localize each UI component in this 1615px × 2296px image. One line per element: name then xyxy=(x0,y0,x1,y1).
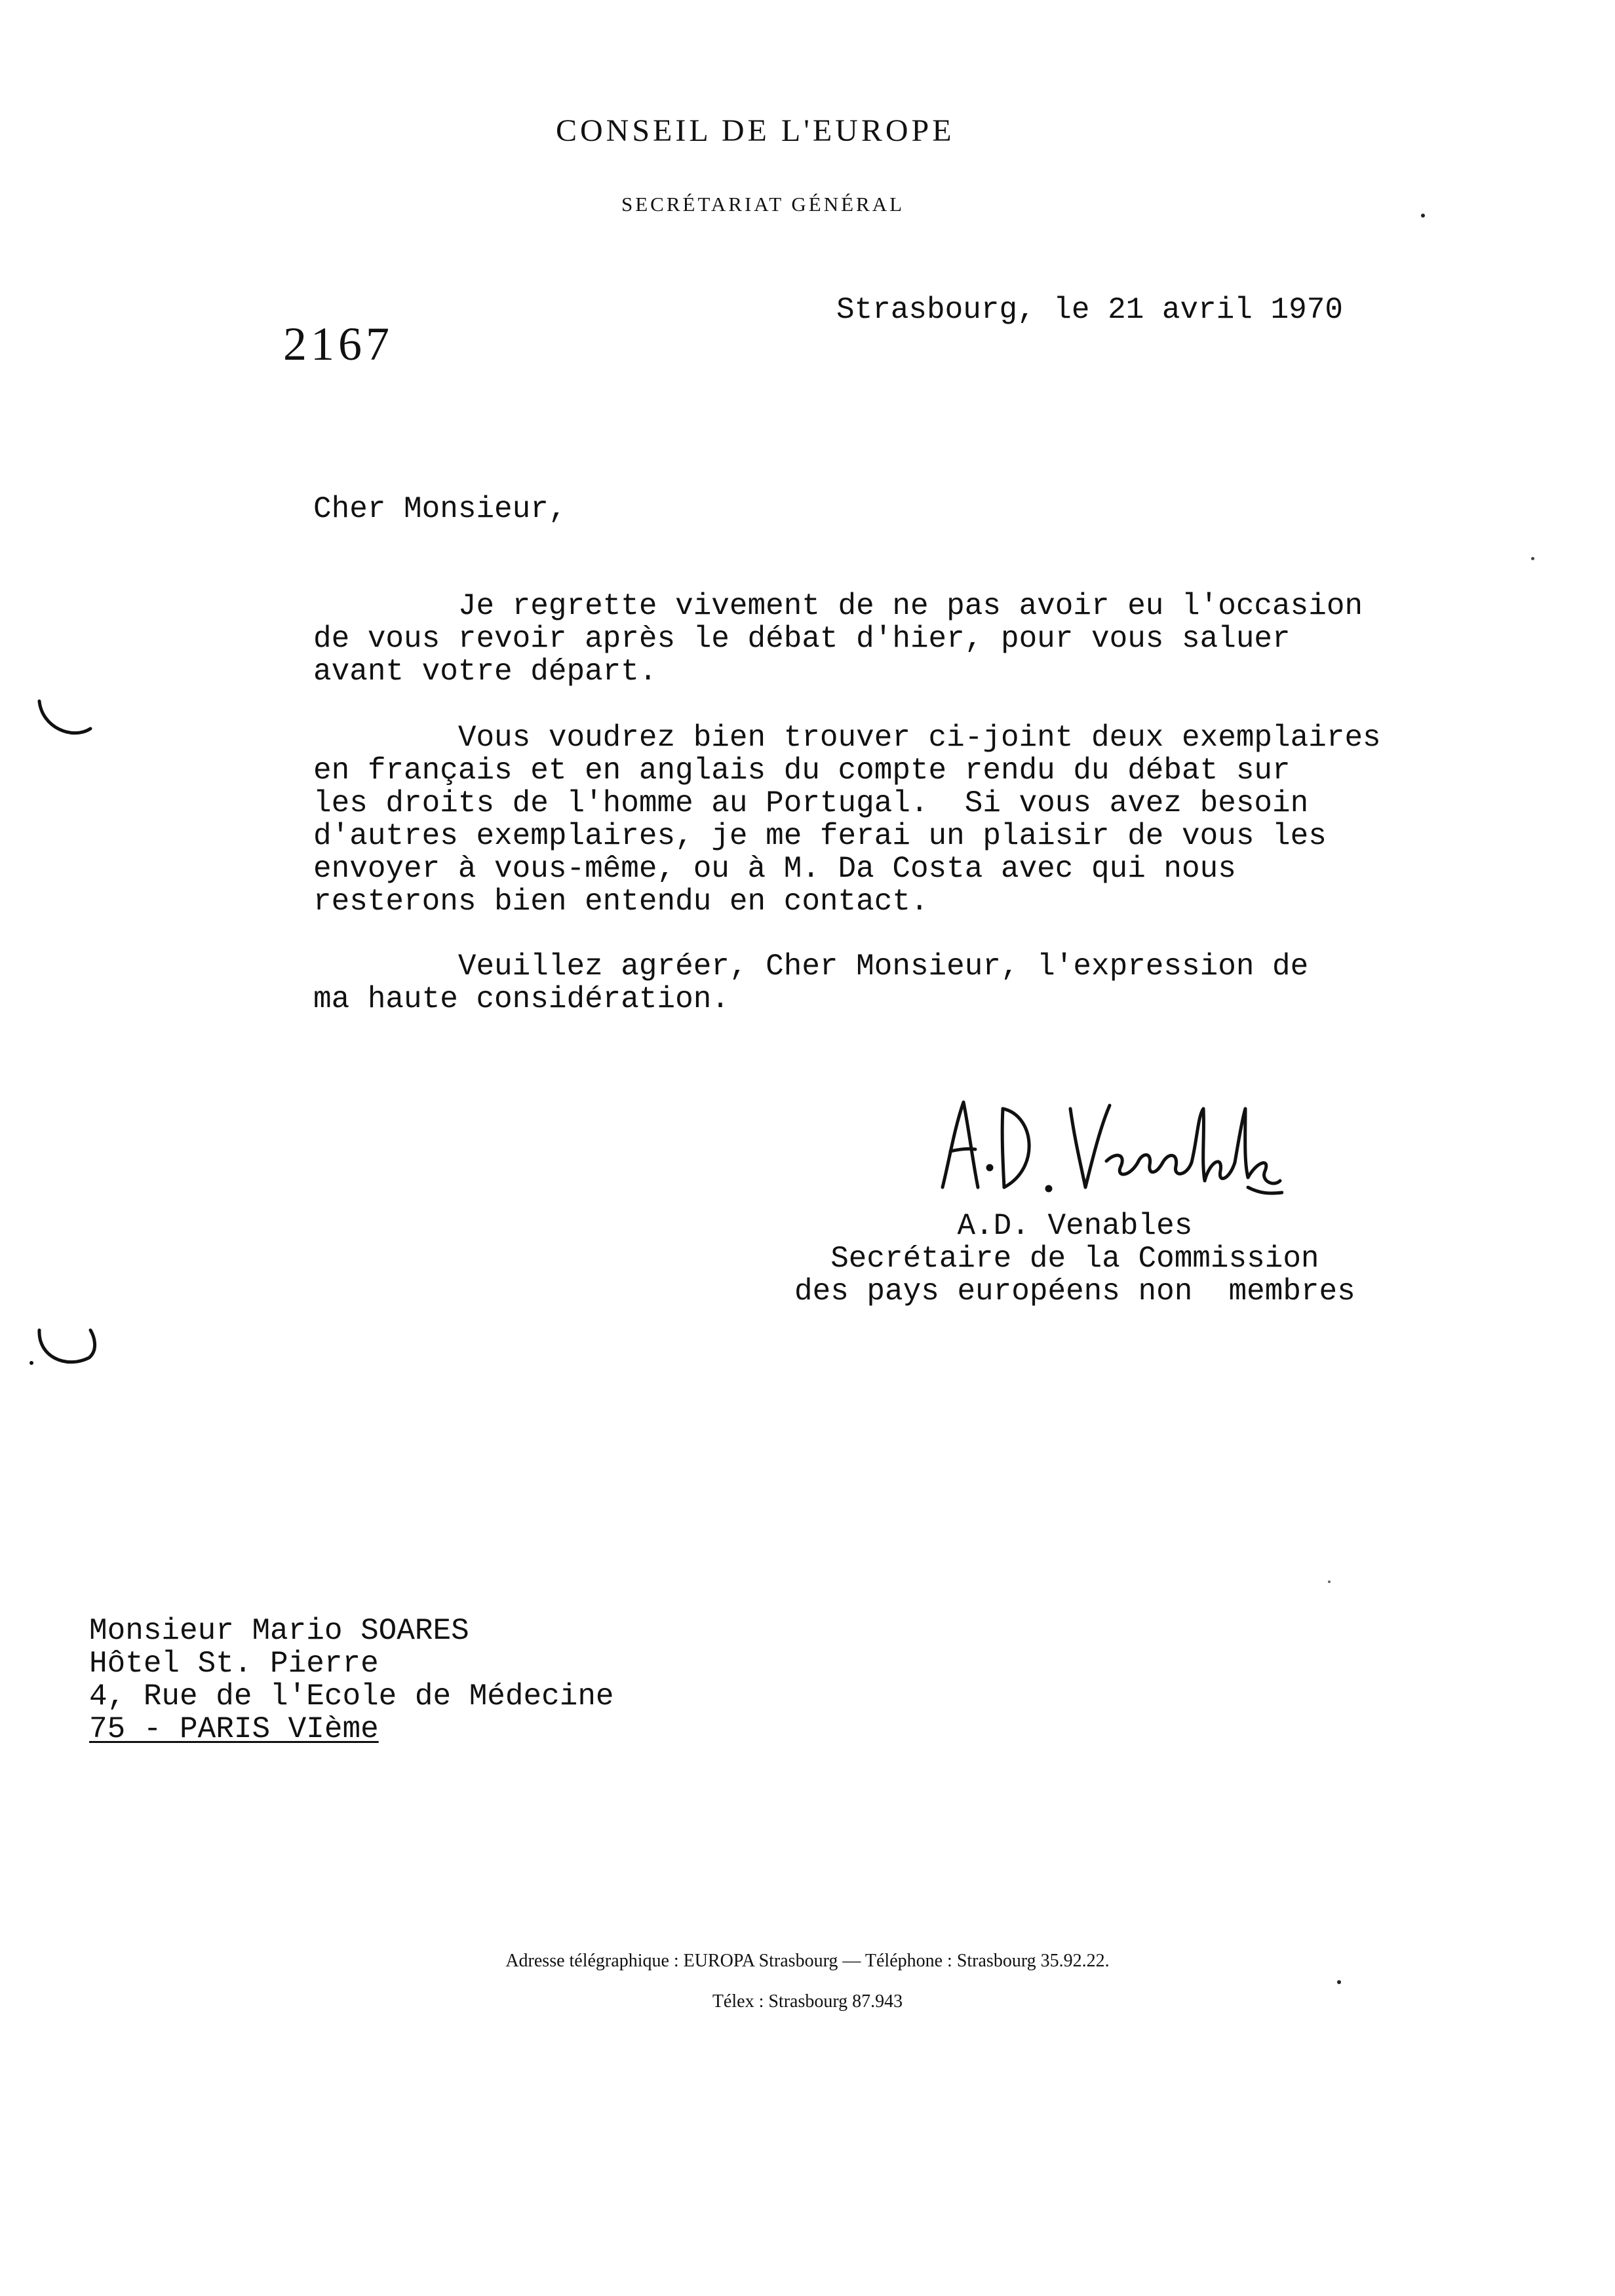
scan-speck xyxy=(1531,557,1534,560)
punch-hole-mark xyxy=(26,1317,98,1383)
paragraph-line: resterons bien entendu en contact. xyxy=(313,885,929,919)
body-paragraph-2 xyxy=(313,721,1381,918)
letterhead-footer xyxy=(0,1941,1615,2022)
scan-speck xyxy=(1328,1580,1331,1583)
address-line: Monsieur Mario SOARES xyxy=(89,1614,469,1648)
body-paragraph-3 xyxy=(313,950,1308,1016)
signatory-title: des pays européens non membres xyxy=(794,1274,1355,1309)
paragraph-line: d'autres exemplaires, je me ferai un plaisir de vous les xyxy=(313,819,1327,853)
address-line: Hôtel St. Pierre xyxy=(89,1647,379,1681)
signature-block xyxy=(794,1210,1355,1308)
signatory-title: Secrétaire de la Commission xyxy=(830,1242,1319,1276)
paragraph-line: en français et en anglais du compte rendu du débat sur xyxy=(313,754,1291,788)
scan-speck xyxy=(1337,1980,1341,1984)
organization-name: CONSEIL DE L'EUROPE xyxy=(556,113,955,148)
punch-hole-mark xyxy=(33,695,98,747)
reference-number: 2167 xyxy=(283,318,393,370)
address-line: 4, Rue de l'Ecole de Médecine xyxy=(89,1679,614,1713)
date-line: Strasbourg, le 21 avril 1970 xyxy=(836,293,1343,327)
paragraph-line: envoyer à vous-même, ou à M. Da Costa avec qui nous xyxy=(313,852,1236,886)
recipient-address xyxy=(89,1615,614,1746)
address-line: 75 - PARIS VIème xyxy=(89,1712,379,1746)
salutation: Cher Monsieur, xyxy=(313,492,567,526)
paragraph-line: Je regrette vivement de ne pas avoir eu l'occasion xyxy=(313,589,1363,623)
footer-line: Télex : Strasbourg 87.943 xyxy=(712,1991,903,2012)
paragraph-line: Veuillez agréer, Cher Monsieur, l'expression de xyxy=(313,949,1309,984)
department-name: SECRÉTARIAT GÉNÉRAL xyxy=(621,193,905,216)
paragraph-line: les droits de l'homme au Portugal. Si vous avez besoin xyxy=(313,786,1309,820)
signatory-name: A.D. Venables xyxy=(957,1209,1193,1243)
footer-line: Adresse télégraphique : EUROPA Strasbourg — Téléphone : Strasbourg 35.92.22. xyxy=(505,1951,1110,1971)
paragraph-line: de vous revoir après le débat d'hier, pour vous saluer xyxy=(313,622,1291,656)
paragraph-line: Vous voudrez bien trouver ci-joint deux exemplaires xyxy=(313,721,1381,755)
body-paragraph-1 xyxy=(313,590,1363,688)
handwritten-signature xyxy=(929,1089,1283,1207)
paragraph-line: ma haute considération. xyxy=(313,982,730,1016)
scan-speck xyxy=(1421,214,1425,218)
paragraph-line: avant votre départ. xyxy=(313,655,657,689)
